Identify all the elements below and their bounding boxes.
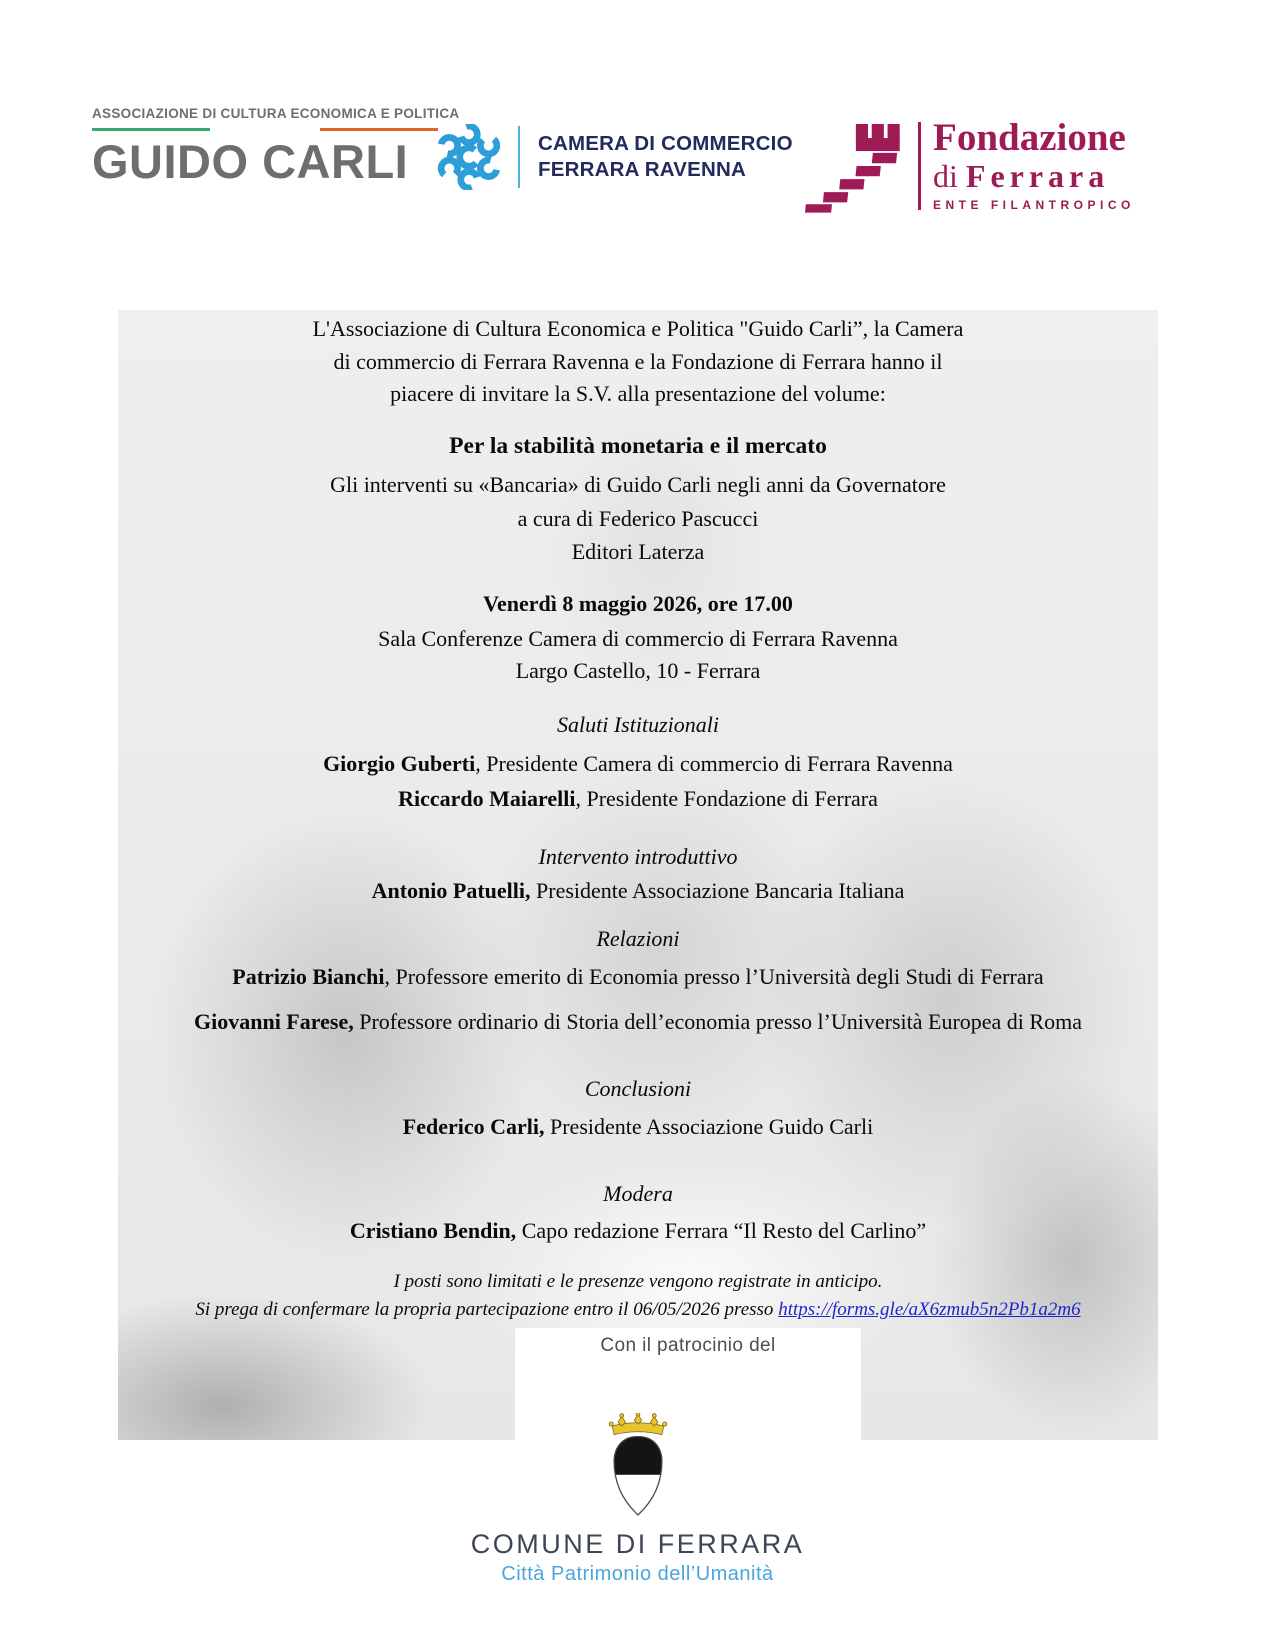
speaker-carli bbox=[118, 1110, 1158, 1143]
orange-bar bbox=[320, 128, 438, 131]
speaker-farese bbox=[118, 1005, 1158, 1038]
invitation-body bbox=[118, 310, 1158, 1440]
camera-commercio-line2: FERRARA RAVENNA bbox=[538, 158, 746, 181]
book-subtitle: Gli interventi su «Bancaria» di Guido Carli negli anni da Governatore bbox=[330, 472, 946, 497]
book-editor: a cura di Federico Pascucci bbox=[517, 506, 759, 531]
fondazione-line1: Fondazione bbox=[933, 116, 1126, 159]
speaker-guberti bbox=[118, 747, 1158, 780]
section-heading-modera: Modera bbox=[603, 1181, 673, 1206]
speaker-role: , Presidente Camera di commercio di Ferrara Ravenna bbox=[475, 751, 953, 776]
comune-title: COMUNE DI FERRARA bbox=[470, 1529, 805, 1559]
fondazione-line3: ENTE FILANTROPICO bbox=[933, 198, 1135, 212]
guido-carli-logo bbox=[92, 106, 460, 189]
fondazione-line2 bbox=[933, 160, 1135, 192]
speaker-role: Presidente Associazione Guido Carli bbox=[544, 1114, 874, 1139]
comune-ferrara-crest-icon bbox=[595, 1413, 681, 1527]
intro-line-1: L'Associazione di Cultura Economica e Politica "Guido Carli”, la Camera bbox=[312, 316, 964, 341]
speaker-patuelli bbox=[118, 874, 1158, 907]
speaker-role: Professore ordinario di Storia dell’economia presso l’Università Europea di Roma bbox=[353, 1009, 1082, 1034]
rsvp-note-2-text: Si prega di confermare la propria partecipazione entro il 06/05/2026 presso bbox=[195, 1299, 779, 1320]
fondazione-ferrara-logo bbox=[798, 118, 1135, 214]
green-bar bbox=[92, 128, 210, 131]
section-heading-intervento: Intervento introduttivo bbox=[538, 844, 738, 869]
intro-line-2: di commercio di Ferrara Ravenna e la Fondazione di Ferrara hanno il bbox=[333, 349, 943, 374]
registration-link[interactable]: https://forms.gle/aX6zmub5n2Pb1a2m6 bbox=[778, 1299, 1081, 1320]
section-heading-conclusioni: Conclusioni bbox=[584, 1076, 692, 1101]
event-address: Largo Castello, 10 - Ferrara bbox=[515, 658, 761, 683]
speaker-name: Federico Carli, bbox=[402, 1114, 545, 1139]
guido-carli-association-line: ASSOCIAZIONE DI CULTURA ECONOMICA E POLITICA bbox=[92, 106, 460, 121]
speaker-role: Presidente Associazione Bancaria Italiana bbox=[530, 878, 905, 903]
speaker-role: Capo redazione Ferrara “Il Resto del Carlino” bbox=[516, 1218, 927, 1243]
camera-commercio-knot-icon bbox=[436, 124, 502, 190]
speaker-name: Giorgio Guberti bbox=[323, 751, 476, 776]
speaker-name: Cristiano Bendin, bbox=[349, 1218, 517, 1243]
speaker-role: , Professore emerito di Economia presso l’Università degli Studi di Ferrara bbox=[384, 964, 1044, 989]
speaker-name: Antonio Patuelli, bbox=[371, 878, 531, 903]
speaker-role: , Presidente Fondazione di Ferrara bbox=[575, 786, 878, 811]
fondazione-divider bbox=[918, 122, 921, 210]
speaker-bendin bbox=[118, 1214, 1158, 1247]
rsvp-note-2 bbox=[118, 1296, 1158, 1324]
patrocinio-label: Con il patrocinio del bbox=[600, 1335, 776, 1356]
intro-line-3: piacere di invitare la S.V. alla presentazione del volume: bbox=[390, 381, 886, 406]
section-heading-saluti: Saluti Istituzionali bbox=[557, 712, 719, 737]
speaker-name: Giovanni Farese, bbox=[194, 1009, 354, 1034]
camera-commercio-logo bbox=[436, 124, 793, 190]
rsvp-note-1: I posti sono limitati e le presenze vengono registrate in anticipo. bbox=[393, 1271, 883, 1292]
camera-commercio-divider bbox=[518, 126, 520, 188]
event-datetime: Venerdì 8 maggio 2026, ore 17.00 bbox=[483, 591, 793, 616]
guido-carli-wordmark: GUIDO CARLI bbox=[92, 135, 409, 188]
speaker-name: Patrizio Bianchi bbox=[232, 964, 385, 989]
book-title: Per la stabilità monetaria e il mercato bbox=[449, 433, 827, 459]
fondazione-ferrara: Ferrara bbox=[965, 158, 1110, 194]
fondazione-di: di bbox=[933, 158, 966, 194]
speaker-bianchi bbox=[118, 960, 1158, 993]
guido-carli-divider-bars bbox=[92, 128, 438, 131]
camera-commercio-line1: CAMERA DI COMMERCIO bbox=[538, 132, 793, 156]
speaker-maiarelli bbox=[118, 782, 1158, 815]
section-heading-relazioni: Relazioni bbox=[596, 926, 680, 951]
comune-subtitle: Città Patrimonio dell’Umanità bbox=[501, 1563, 774, 1585]
comune-di-ferrara-logo bbox=[0, 1413, 1275, 1586]
event-venue: Sala Conferenze Camera di commercio di Ferrara Ravenna bbox=[378, 626, 898, 651]
book-publisher: Editori Laterza bbox=[571, 539, 705, 564]
fondazione-wordmark bbox=[933, 118, 1135, 211]
speaker-name: Riccardo Maiarelli bbox=[398, 786, 576, 811]
camera-commercio-wordmark bbox=[538, 131, 793, 182]
castle-stairs-icon bbox=[798, 118, 910, 214]
